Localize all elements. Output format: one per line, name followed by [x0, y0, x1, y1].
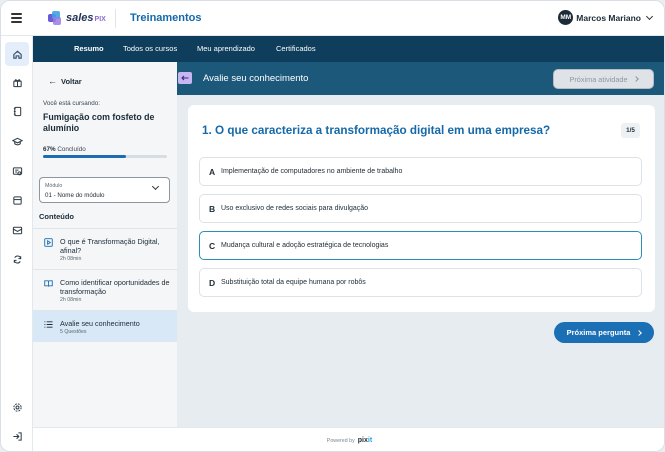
lesson-title: Como identificar oportunidades de transformação	[60, 278, 170, 296]
chevron-right-icon	[637, 330, 643, 336]
studying-label: Você está cursando:	[43, 100, 101, 107]
next-question-button[interactable]	[554, 322, 654, 343]
lesson-duration: 2h 08min	[60, 297, 82, 303]
rail-graduation-cap-icon[interactable]	[5, 129, 29, 153]
activity-title: Avalie seu conhecimento	[203, 73, 309, 84]
rail-book-icon[interactable]	[5, 99, 29, 123]
header-divider	[115, 9, 116, 28]
chevron-down-icon	[646, 12, 653, 19]
chevron-right-icon	[633, 76, 639, 82]
option-text: Implementação de computadores no ambiente de trabalho	[221, 168, 403, 175]
arrow-left-icon	[181, 75, 189, 81]
app-title: Treinamentos	[130, 12, 202, 24]
lesson-duration: 2h 08min	[60, 256, 82, 262]
user-menu[interactable]	[558, 10, 652, 25]
progress-text	[43, 146, 86, 153]
question-card	[188, 105, 655, 312]
option-letter: C	[209, 241, 216, 251]
question-title: 1. O que caracteriza a transformação digital em uma empresa?	[202, 124, 551, 137]
content-heading: Conteúdo	[39, 212, 74, 221]
logo[interactable]	[48, 11, 106, 25]
user-name: Marcos Mariano	[576, 12, 641, 23]
rail-gift-icon[interactable]	[5, 70, 29, 94]
option-letter: B	[209, 204, 216, 214]
lesson-item-active[interactable]	[33, 310, 177, 342]
course-panel	[33, 62, 177, 427]
answer-option-a[interactable]	[199, 157, 642, 186]
arrow-left-icon: ←	[48, 76, 57, 86]
lesson-item[interactable]	[33, 228, 177, 269]
footer	[33, 427, 665, 452]
answer-option-c[interactable]	[199, 231, 642, 260]
icon-rail	[1, 36, 33, 452]
tab-todos-os-cursos[interactable]: Todos os cursos	[123, 44, 178, 53]
rail-gear-icon[interactable]	[5, 395, 29, 419]
lesson-title: Avalie seu conhecimento	[60, 319, 140, 328]
list-icon	[44, 320, 53, 329]
option-letter: A	[209, 167, 216, 177]
next-question-label: Próxima pergunta	[566, 328, 631, 337]
rail-certificate-icon[interactable]	[5, 159, 29, 183]
logo-text: salesPIX	[66, 12, 106, 24]
course-title: Fumigação com fosfeto de alumínio	[43, 112, 155, 133]
powered-by-label: Powered by	[326, 437, 355, 444]
lesson-title: O que é Transformação Digital, afinal?	[60, 237, 160, 255]
progress-value: 67%	[43, 146, 56, 153]
collapse-panel-button[interactable]	[178, 72, 192, 84]
lesson-item[interactable]	[33, 269, 177, 310]
next-activity-button[interactable]	[553, 69, 654, 89]
module-select-value: 01 - Nome do módulo	[45, 192, 105, 199]
question-area	[177, 95, 665, 427]
option-letter: D	[209, 278, 216, 288]
chevron-down-icon	[152, 183, 159, 190]
footer-brand-text: pix	[357, 437, 368, 444]
back-label: Voltar	[61, 76, 82, 86]
rail-home-icon[interactable]	[5, 42, 29, 66]
module-select-label: Módulo	[45, 183, 63, 189]
answer-option-b[interactable]	[199, 194, 642, 223]
logo-mark-icon	[48, 11, 62, 25]
activity-header	[177, 62, 665, 95]
rail-database-icon[interactable]	[5, 188, 29, 212]
progress-bar	[43, 155, 167, 158]
progress-label: Concluído	[57, 146, 86, 153]
menu-icon[interactable]	[11, 13, 22, 23]
tab-meu-aprendizado[interactable]: Meu aprendizado	[197, 44, 255, 53]
footer-brand-accent: it	[367, 437, 373, 444]
book-open-icon	[44, 279, 53, 288]
lesson-question-count: 5 Questões	[60, 329, 87, 335]
progress-bar-fill	[43, 155, 126, 158]
footer-brand-logo	[358, 437, 372, 444]
next-activity-label: Próxima atividade	[569, 74, 628, 84]
back-button[interactable]	[48, 76, 82, 86]
video-icon	[44, 238, 53, 247]
lesson-list	[33, 228, 177, 342]
tab-resumo[interactable]: Resumo	[74, 44, 104, 53]
question-counter: 1/5	[621, 123, 640, 138]
option-text: Substituição total da equipe humana por robôs	[221, 279, 366, 286]
answer-option-d[interactable]	[199, 268, 642, 297]
rail-logout-icon[interactable]	[5, 424, 29, 448]
option-text: Uso exclusivo de redes sociais para divulgação	[221, 205, 369, 212]
module-select[interactable]	[39, 177, 170, 203]
rail-mail-icon[interactable]	[5, 218, 29, 242]
top-header	[1, 1, 665, 36]
tab-certificados[interactable]: Certificados	[276, 44, 316, 53]
main-nav	[33, 36, 665, 62]
option-text: Mudança cultural e adoção estratégica de tecnologias	[221, 242, 389, 249]
rail-refresh-icon[interactable]	[5, 247, 29, 271]
avatar: MM	[558, 10, 573, 25]
